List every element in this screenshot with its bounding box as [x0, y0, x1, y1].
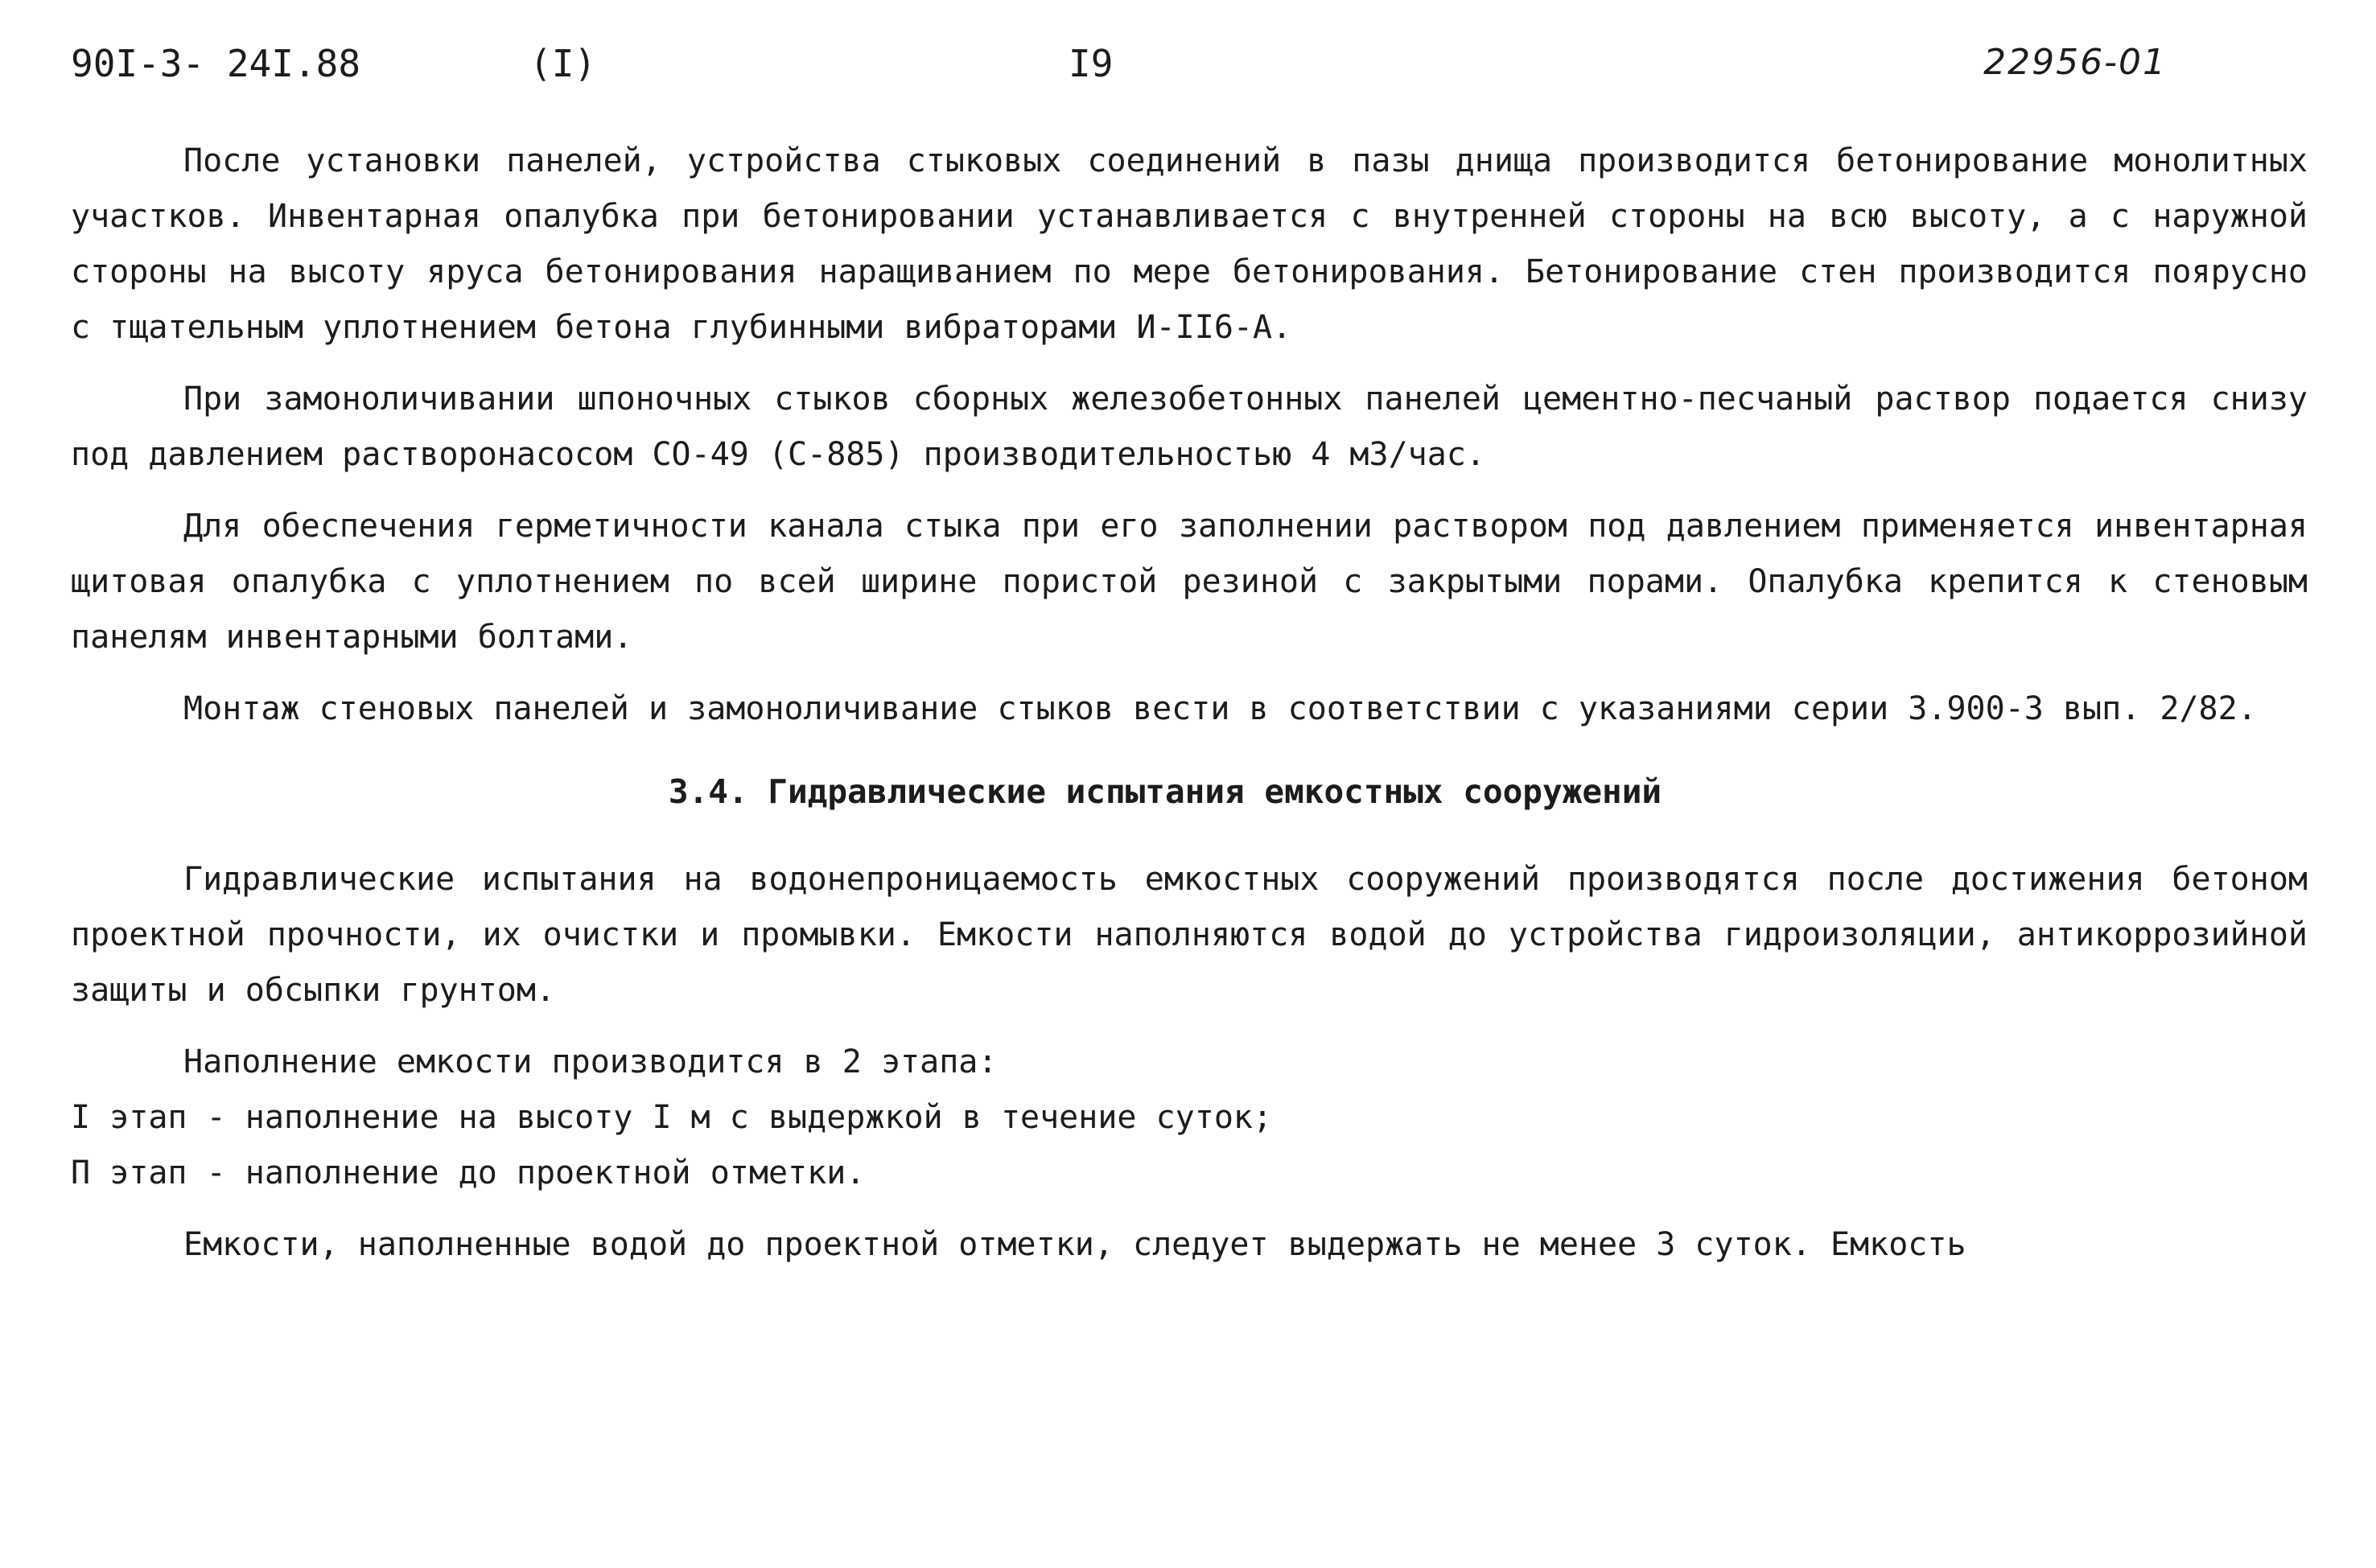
- paragraph-joint-grouting: При замоноличивании шпоночных стыков сборных железобетонных панелей цементно-песчаный раствор подается снизу под давлением растворонасосом СО-49 (С-885) производительностью 4 м3/час.: [71, 381, 2308, 473]
- revision-number: (I): [529, 42, 597, 85]
- filling-stages: [71, 1035, 2308, 1201]
- document-id: 22956-01: [1983, 42, 2167, 83]
- page-header: [71, 42, 2279, 98]
- filling-stage-1: I этап - наполнение на высоту I м с выдержкой в течение суток;: [71, 1099, 1273, 1136]
- page-number: I9: [1069, 42, 1114, 85]
- document-body: [71, 134, 2308, 1289]
- paragraph-hydraulic-tests: Гидравлические испытания на водонепроницаемость емкостных сооружений производятся после достижения бетоном проектной прочности, их очистки и промывки. Емкости наполняются водой до устройства гидроизоляции, антикоррозийной защиты и обсыпки грунтом.: [71, 861, 2308, 1009]
- filling-stage-2: П этап - наполнение до проектной отметки.: [71, 1154, 866, 1191]
- section-heading: 3.4. Гидравлические испытания емкостных сооружений: [668, 772, 1662, 811]
- filling-intro: Наполнение емкости производится в 2 этапа:: [183, 1043, 998, 1080]
- paragraph-installation-reference: Монтаж стеновых панелей и замоноличивание стыков вести в соответствии с указаниями серии 3.900-3 вып. 2/82.: [183, 690, 2257, 727]
- paragraph-panel-installation: После установки панелей, устройства стыковых соединений в пазы днища производится бетонирование монолитных участков. Инвентарная опалубка при бетонировании устанавливается с внутренней стороны на всю высоту, а с наружной стороны на высоту яруса бетонирования наращиванием по мере бетонирования. Бетонирование стен производится поярусно с тщательным уплотнением бетона глубинными вибраторами И-II6-А.: [71, 142, 2308, 346]
- paragraph-holding-period: Емкости, наполненные водой до проектной отметки, следует выдержать не менее 3 суток. Емкость: [183, 1226, 1966, 1263]
- paragraph-joint-sealing: Для обеспечения герметичности канала стыка при его заполнении раствором под давлением применяется инвентарная щитовая опалубка с уплотнением по всей ширине пористой резиной с закрытыми порами. Опалубка крепится к стеновым панелям инвентарными болтами.: [71, 508, 2308, 656]
- document-code: 90I-3- 24I.88: [71, 42, 361, 85]
